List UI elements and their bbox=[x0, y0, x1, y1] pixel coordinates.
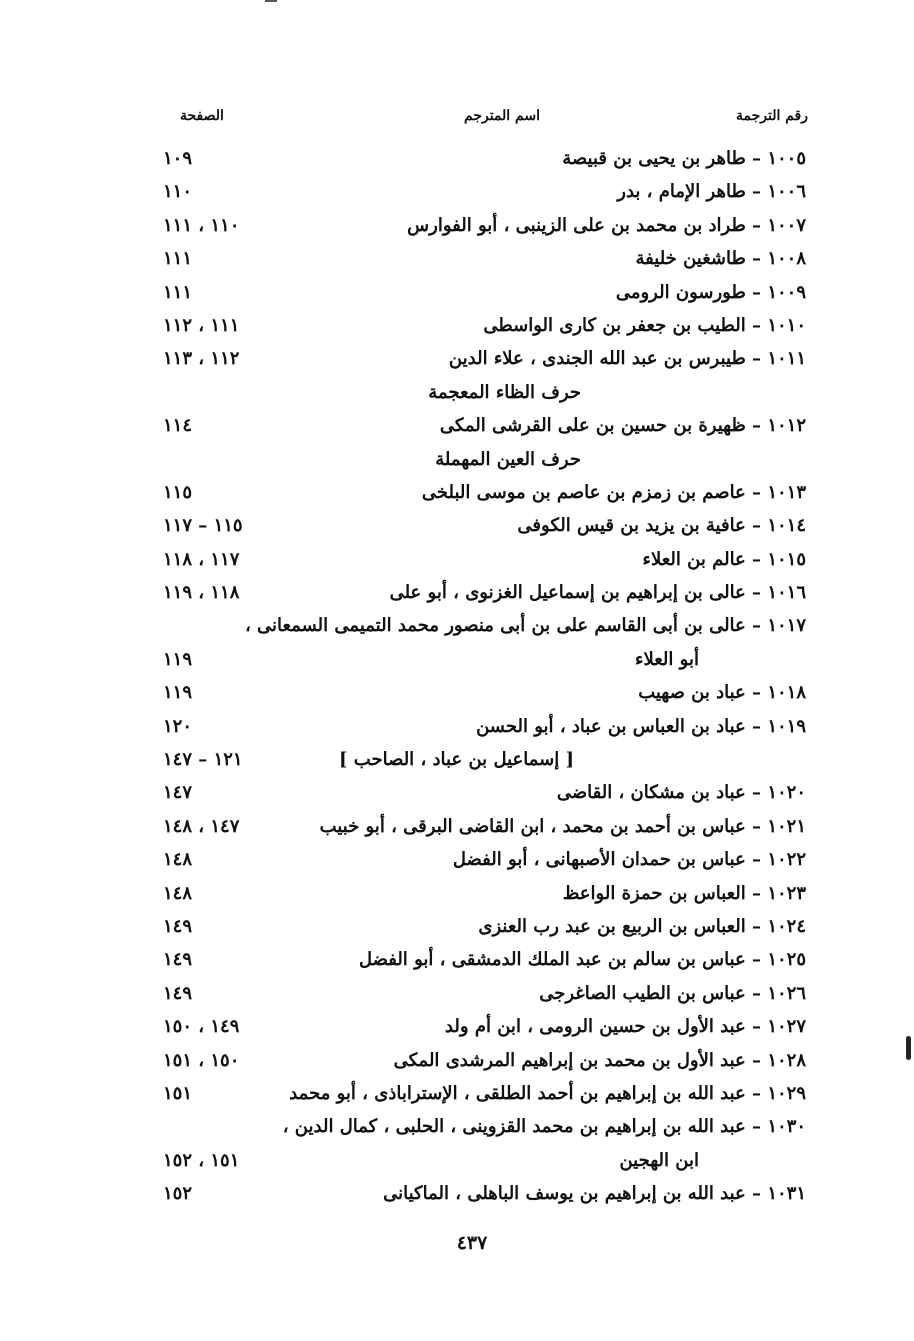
index-entry bbox=[0, 242, 914, 275]
top-mark bbox=[265, 0, 277, 2]
index-entry bbox=[0, 643, 914, 676]
index-entry bbox=[0, 1077, 914, 1110]
page-number: ٤٣٧ bbox=[456, 1232, 488, 1254]
entry-name: ١٠٣١ – عبد الله بن إبراهيم بن يوسف الباهلى ، الماكيانى bbox=[383, 1183, 806, 1205]
entry-name: ١٠٢٩ – عبد الله بن إبراهيم بن أحمد الطلقى ، الإستراباذى ، أبو محمد bbox=[289, 1082, 806, 1104]
index-entry bbox=[0, 209, 914, 242]
section-heading-text: حرف العين المهملة bbox=[435, 448, 581, 470]
entry-pages: ١٤٩ bbox=[163, 915, 193, 937]
index-entry bbox=[0, 142, 914, 175]
entry-pages: ١٥٠ ، ١٥١ bbox=[163, 1049, 240, 1071]
entry-name: ١٠١٩ – عباد بن العباس بن عباد ، أبو الحسن bbox=[476, 715, 806, 737]
entry-pages: ١٤٨ bbox=[163, 882, 193, 904]
entry-pages: ١١٩ bbox=[163, 682, 193, 704]
entry-pages: ١٥١ bbox=[163, 1082, 193, 1104]
index-entry bbox=[0, 342, 914, 375]
entry-name: ١٠١٧ – عالى بن أبى القاسم على بن أبى منصور محمد التميمى السمعانى ، bbox=[244, 615, 806, 637]
entry-pages: ١١٧ ، ١١٨ bbox=[163, 548, 240, 570]
entry-pages: ١٥١ ، ١٥٢ bbox=[163, 1149, 240, 1171]
entry-name: ١٠١٢ – ظهيرة بن حسين بن على القرشى المكى bbox=[439, 415, 806, 437]
index-entry bbox=[0, 977, 914, 1010]
index-entry bbox=[0, 810, 914, 843]
index-entry bbox=[0, 409, 914, 442]
entry-pages: ١١١ bbox=[163, 248, 193, 270]
entry-name: ابن الهجين bbox=[619, 1149, 699, 1171]
index-entry bbox=[0, 175, 914, 208]
entry-pages: ١٠٩ bbox=[163, 148, 193, 169]
entry-pages: ١١٢ ، ١١٣ bbox=[163, 348, 240, 370]
index-entry bbox=[0, 910, 914, 943]
entry-name: ١٠٢٥ – عباس بن سالم بن عبد الملك الدمشقى ، أبو الفضل bbox=[358, 949, 806, 971]
entry-pages: ١١١ ، ١١٢ bbox=[163, 314, 240, 336]
entry-name: ١٠٢١ – عباس بن أحمد بن محمد ، ابن القاضى البرقى ، أبو خبيب bbox=[319, 815, 806, 837]
entry-pages: ١١٤ bbox=[163, 415, 193, 437]
entry-pages: ١١٠ bbox=[163, 181, 193, 203]
index-entry bbox=[0, 1044, 914, 1077]
index-entry bbox=[0, 309, 914, 342]
entry-pages: ١٤٩ bbox=[163, 982, 193, 1004]
entry-name: ١٠١٤ – عافية بن يزيد بن قيس الكوفى bbox=[517, 515, 806, 537]
entry-name: ١٠٢٢ – عباس بن حمدان الأصبهانى ، أبو الفضل bbox=[452, 849, 806, 871]
index-entry bbox=[0, 576, 914, 609]
index-entry bbox=[0, 710, 914, 743]
entry-pages: ١٢٠ bbox=[163, 715, 193, 737]
entry-name: ١٠٠٥ – طاهر بن يحيى بن قبيصة bbox=[562, 148, 806, 169]
entry-name: ١٠٢٨ – عبد الأول بن محمد بن إبراهيم المرشدى المكى bbox=[393, 1049, 806, 1071]
index-entry bbox=[0, 509, 914, 542]
index-entry bbox=[0, 543, 914, 576]
entry-name: ١٠١٦ – عالى بن إبراهيم بن إسماعيل الغزنوى ، أبو على bbox=[389, 582, 806, 604]
entry-pages: ١٥٢ bbox=[163, 1183, 193, 1205]
entry-name: ١٠١٥ – عالم بن العلاء bbox=[642, 548, 806, 570]
entry-name: ١٠١٣ – عاصم بن زمزم بن عاصم بن موسى البلخى bbox=[421, 481, 806, 503]
index-entry bbox=[0, 276, 914, 309]
entry-name: ١٠٠٨ – طاشغين خليفة bbox=[635, 248, 806, 270]
entry-name: ١٠١٠ – الطيب بن جعفر بن كارى الواسطى bbox=[483, 314, 806, 336]
header-number-label: رقم الترجمة bbox=[735, 108, 808, 124]
entry-pages: ١١١ bbox=[163, 281, 193, 303]
entry-pages: ١٤٩ bbox=[163, 949, 193, 971]
index-entry bbox=[0, 609, 914, 642]
entry-name: ١٠٣٠ – عبد الله بن إبراهيم بن محمد القزوينى ، الحلبى ، كمال الدين ، bbox=[282, 1116, 806, 1138]
index-entry bbox=[0, 776, 914, 809]
entry-pages: ١٤٨ bbox=[163, 849, 193, 871]
entry-name: ١٠١١ – طيبرس بن عبد الله الجندى ، علاء الدين bbox=[448, 348, 806, 370]
index-entry bbox=[0, 743, 914, 776]
entry-name: ١٠٢٧ – عبد الأول بن حسين الرومى ، ابن أم ولد bbox=[444, 1016, 806, 1038]
entry-pages: ١١٥ bbox=[163, 481, 193, 503]
index-entry bbox=[0, 843, 914, 876]
section-heading bbox=[0, 443, 914, 476]
entry-pages: ١١٥ – ١١٧ bbox=[163, 515, 243, 537]
entry-name: أبو العلاء bbox=[635, 648, 699, 670]
entry-name: ١٠٠٧ – طراد بن محمد بن على الزينبى ، أبو الفوارس bbox=[407, 214, 806, 236]
section-heading-text: حرف الظاء المعجمة bbox=[428, 381, 581, 403]
entry-pages: ١١٨ ، ١١٩ bbox=[163, 582, 240, 604]
entry-name: ١٠٠٩ – طورسون الرومى bbox=[615, 281, 806, 303]
entry-pages: ١١٠ ، ١١١ bbox=[163, 214, 240, 236]
entry-pages: ١٤٧ ، ١٤٨ bbox=[163, 815, 240, 837]
index-entry bbox=[0, 943, 914, 976]
index-entry bbox=[0, 1010, 914, 1043]
entry-name: [ إسماعيل بن عباد ، الصاحب ] bbox=[339, 749, 574, 771]
index-entry bbox=[0, 476, 914, 509]
entry-pages: ١٢١ – ١٤٧ bbox=[163, 749, 243, 771]
index-entry bbox=[0, 676, 914, 709]
header-name-label: اسم المترجم bbox=[464, 108, 540, 124]
entry-name: ١٠٢٣ – العباس بن حمزة الواعظ bbox=[562, 882, 806, 904]
entry-pages: ١٤٩ ، ١٥٠ bbox=[163, 1016, 240, 1038]
entry-name: ١٠٠٦ – طاهر الإمام ، بدر bbox=[617, 181, 806, 203]
entry-pages: ١١٩ bbox=[163, 648, 193, 670]
entry-name: ١٠٢٠ – عباد بن مشكان ، القاضى bbox=[556, 782, 806, 804]
section-heading bbox=[0, 376, 914, 409]
entry-name: ١٠١٨ – عباد بن صهيب bbox=[638, 682, 806, 704]
header-page-label: الصفحة bbox=[180, 108, 224, 124]
index-entry bbox=[0, 1177, 914, 1210]
index-list bbox=[0, 142, 914, 1211]
index-entry bbox=[0, 877, 914, 910]
index-entry bbox=[0, 1110, 914, 1143]
index-entry bbox=[0, 1144, 914, 1177]
entry-pages: ١٤٧ bbox=[163, 782, 193, 804]
entry-name: ١٠٢٤ – العباس بن الربيع بن عبد رب العنزى bbox=[478, 915, 806, 937]
entry-name: ١٠٢٦ – عباس بن الطيب الصاغرجى bbox=[539, 982, 806, 1004]
